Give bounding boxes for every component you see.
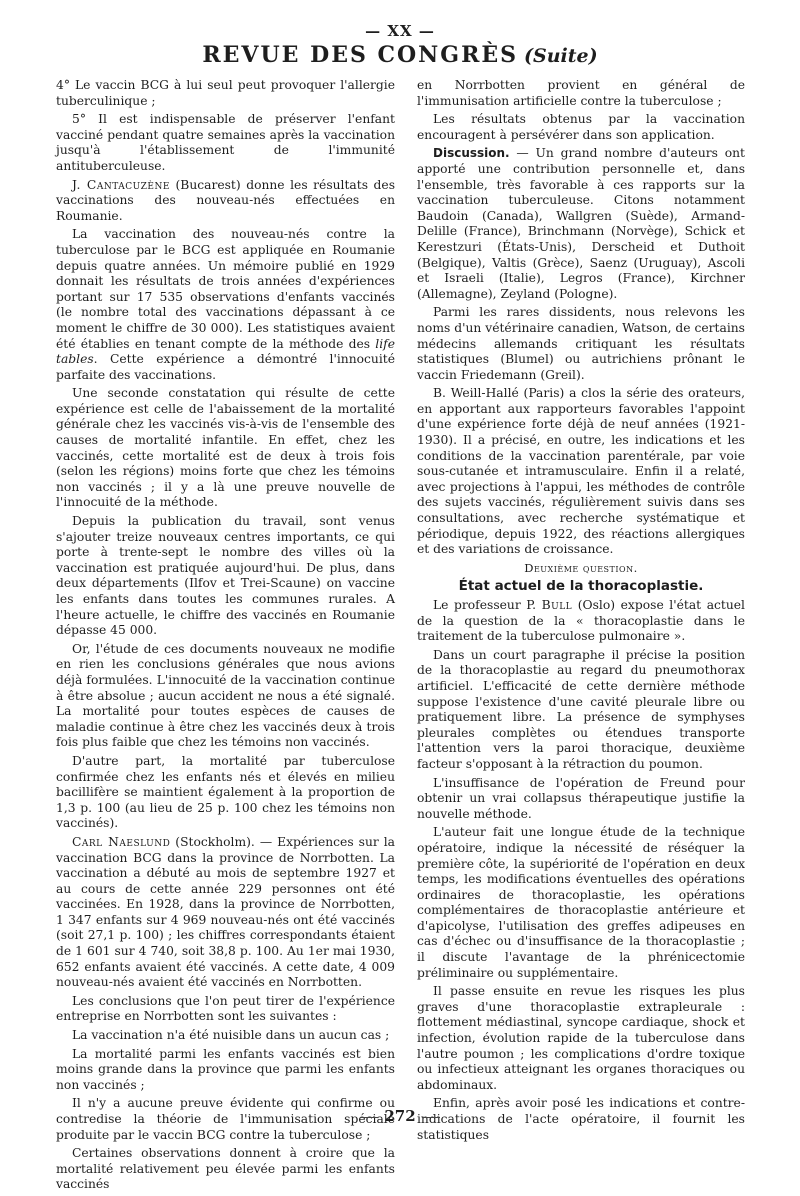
paragraph: La mortalité parmi les enfants vaccinés est bien moins grande dans la province que parmi les enfants non vaccinés ;	[56, 1046, 395, 1092]
paragraph: L'insuffisance de l'opération de Freund pour obtenir un vrai collapsus thérapeutique justifie la nouvelle méthode.	[417, 775, 745, 821]
section-label: Deuxième question.	[524, 560, 638, 575]
paragraph	[56, 835, 395, 991]
paragraph-text: (Stockholm). — Expériences sur la vaccination BCG dans la province de Norrbotten. La vaccination a débuté au mois de septembre 1927 et au cours de cette année 229 personnes ont été vaccinées. En 1928, dans la province de Norrbotten, 1 347 enfants sur 4 969 nouveau-nés ont été vaccinés (soit 27,1 p. 100) ; les chiffres correspondants étaient de 1 601 sur 4 740, soit 38,8 p. 100. Au 1er mai 1930, 652 enfants avaient été vaccinés. A cette date, 4 009 nouveau-nés avaient été vaccinés en Norrbotten.	[56, 834, 395, 990]
dash-right	[422, 1117, 440, 1118]
dash-left	[360, 1117, 378, 1118]
paragraph: Il n'y a aucune preuve évidente qui confirme ou contredise la théorie de l'immunisation spéciale produite par le vaccin BCG contre la tuberculose ;	[56, 1096, 395, 1142]
author-name: J. Cantacuzène	[72, 177, 170, 192]
paragraph: 4° Le vaccin BCG à lui seul peut provoquer l'allergie tuberculinique ;	[56, 78, 395, 108]
paragraph: Parmi les rares dissidents, nous relevons les noms d'un vétérinaire canadien, Watson, de certains médecins allemands critiquant les résultats statistiques (Blumel) ou autrichiens prônant le vaccin Friedemann (Greil).	[417, 305, 745, 382]
paragraph: Les résultats obtenus par la vaccination encouragent à persévérer dans son application.	[417, 112, 745, 142]
author-name: Bull	[541, 598, 573, 612]
paragraph: Enfin, après avoir posé les indications et contre-indications de l'acte opératoire, il fournit les statistiques	[417, 1096, 745, 1142]
section-title: État actuel de la thoracoplastie.	[458, 578, 704, 595]
paragraph: Il passe ensuite en revue les risques les plus graves d'une thoracoplastie extrapleurale : flottement médiastinal, syncope cardiaque, shock et infection, évolution rapide de la tuberculose dans l'autre poumon ; les complications d'ordre toxique ou infectieux atteignant les organes thoraciques ou abdominaux.	[417, 984, 745, 1092]
paragraph: B. Weill-Hallé (Paris) a clos la série des orateurs, en apportant aux rapporteurs favorables l'appoint d'une expérience forte déjà de neuf années (1921-1930). Il a précisé, en outre, les indications et les conditions de la vaccination parentérale, par voie sous-cutanée et intramusculaire. Enfin il a relaté, avec projections à l'appui, les méthodes de contrôle des sujets vaccinés, régulièrement suivis dans ses consultations, avec recherche systématique et périodique, depuis 1922, des réactions allergiques et des variations de croissance.	[417, 386, 745, 557]
paragraph: Certaines observations donnent à croire que la mortalité relativement peu élevée parmi les enfants vaccinés	[56, 1146, 395, 1192]
masthead-title: REVUE DES CONGRÈS	[202, 42, 519, 68]
masthead-suffix: (Suite)	[524, 45, 598, 67]
paragraph: en Norrbotten provient en général de l'immunisation artificielle contre la tuberculose ;	[417, 78, 745, 108]
paragraph-text: — Un grand nombre d'auteurs ont apporté une contribution personnelle et, dans l'ensemble, très favorable à ces rapports sur la vaccination tuberculeuse. Citons notamment Baudoin (Canada), Wallgren (Suède), Armand-Delille (France), Brinchmann (Norvège), Schick et Kerestzuri (États-Unis), Derscheid et Duthoit (Belgique), Valtis (Grèce), Saenz (Uruguay), Ascoli et Israeli (Italie), Legros (France), Kirchner (Allemagne), Zeyland (Pologne).	[417, 146, 745, 301]
paragraph-text: La vaccination des nouveau-nés contre la tuberculose par le BCG est appliquée en Roumanie depuis quatre années. Un mémoire publié en 1929 donnait les résultats de trois années d'expériences portant sur 17 535 observations d'enfants vaccinés (le nombre total des vaccinations dépassant à ce moment le chiffre de 30 000). Les statistiques avaient été établies en tenant compte de la méthode des	[56, 227, 395, 351]
roman-numeral-header: — XX —	[365, 22, 435, 40]
paragraph-text: Le professeur P.	[433, 598, 542, 612]
paragraph: La vaccination n'a été nuisible dans un aucun cas ;	[72, 1028, 390, 1043]
page-masthead	[0, 42, 800, 68]
paragraph: D'autre part, la mortalité par tuberculose confirmée chez les enfants nés et élevés en milieu bacillifère se maintient également à la proportion de 1,3 p. 100 (au lieu de 25 p. 100 chez les témoins non vaccinés).	[56, 753, 395, 831]
paragraph: Une seconde constatation qui résulte de cette expérience est celle de l'abaissement de la mortalité générale chez les vaccinés vis-à-vis de l'ensemble des causes de mortalité infantile. En effet, chez les vaccinés, cette mortalité est de deux à trois fois (selon les régions) moins forte que chez les témoins non vaccinés ; il y a là une preuve nouvelle de l'innocuité de la méthode.	[56, 386, 395, 510]
discussion-label: Discussion.	[433, 146, 510, 161]
paragraph: Or, l'étude de ces documents nouveaux ne modifie en rien les conclusions générales que nous avions déjà formulées. L'innocuité de la vaccination continue à être absolue ; aucun accident ne nous a été signalé. La mortalité pour toutes espèces de causes de maladie continue à être chez les vaccinés deux à trois fois plus faible que chez les témoins non vaccinés.	[56, 641, 395, 750]
paragraph-text: . Cette expérience a démontré l'innocuité parfaite des vaccinations.	[56, 352, 395, 382]
italic-term: life tables	[56, 336, 395, 367]
left-column	[56, 78, 395, 1196]
paragraph	[56, 227, 395, 383]
paragraph: L'auteur fait une longue étude de la technique opératoire, indique la nécessité de réséquer la première côte, la supériorité de l'opération en deux temps, les modifications éventuelles des opérations ordinaires de thoracoplastie, les opérations complémentaires de thoracoplastie antérieure et d'apicolyse, l'utilisation des greffes adipeuses en cas d'échec ou d'insuffisance de la thoracoplastie ; il discute l'avantage de la phrénicectomie préliminaire ou supplémentaire.	[417, 825, 745, 980]
paragraph-text: (Bucarest) donne les résultats des vaccinations des nouveau-nés effectuées en Roumanie.	[56, 177, 396, 223]
paragraph: Depuis la publication du travail, sont venus s'ajouter treize nouveaux centres importants, ce qui porte à trente-sept le nombre des villes où la vaccination est pratiquée aujourd'hui. De plus, dans deux départements (Ilfov et Trei-Scaune) on vaccine les enfants dans toutes les communes rurales. A l'heure actuelle, le chiffre des vaccinés en Roumanie dépasse 45 000.	[56, 514, 395, 638]
right-column	[417, 78, 745, 1146]
paragraph: Les conclusions que l'on peut tirer de l'expérience entreprise en Norrbotten sont les suivantes :	[56, 993, 395, 1024]
paragraph	[417, 598, 745, 645]
paragraph: 5° Il est indispensable de préserver l'enfant vacciné pendant quatre semaines après la vaccination jusqu'à l'établissement de l'immunité antituberculeuse.	[56, 112, 395, 173]
paragraph	[56, 178, 395, 225]
author-name: Carl Naeslund	[72, 834, 171, 849]
paragraph	[417, 146, 745, 302]
paragraph: Dans un court paragraphe il précise la position de la thoracoplastie au regard du pneumothorax artificiel. L'efficacité de cette dernière méthode suppose l'existence d'une cavité pleurale libre ou pratiquement libre. La présence de symphyses pleurales complètes ou étendues transporte l'attention vers la paroi thoracique, deuxième facteur s'opposant à la rétraction du poumon.	[417, 647, 745, 771]
paragraph-text: (Oslo) expose l'état actuel de la question de la « thoracoplastie dans le traitement de la tuberculose pulmonaire ».	[417, 598, 745, 644]
page-number-text: 272	[384, 1107, 416, 1125]
page-number	[0, 1107, 800, 1125]
